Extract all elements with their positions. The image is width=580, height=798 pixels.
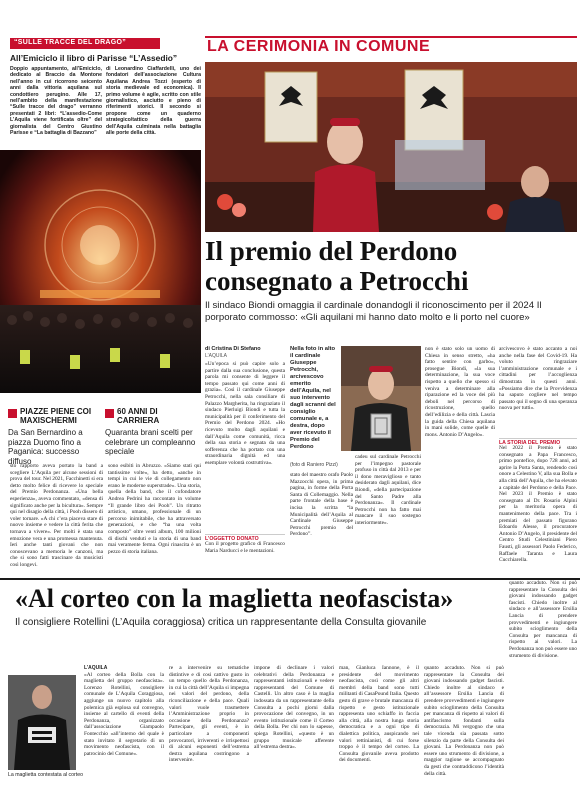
bottom-col6: quanto accaduto. Non si può rappresentare la Consulta dei giovani indossando gadget fascisti. Chiedo inoltre al sindaco e all’assessore Ersilia Lancia di prendere provvedimenti e ingiungere subito scioglimento della Consulta per mancanza di rispetto ai valori. La Perdonanza non può essere uno strumento di divisione. <box>509 580 577 659</box>
photo-credit: (foto di Raniero Pizzi) <box>290 462 338 468</box>
tshirt-photo <box>8 675 76 770</box>
bottom-col3: impone di declinare i valori celebrativi della Perdonanza e rappresentanti istituzionali e vedere rappresentanti del Comune di Castelli. Un altro caso è la maglia indossata da un rappresentante della Consulta a pochi giorni dalla provocazione del convegno, in un evento istituzionale come il Corteo della Bolla. Per chi non lo sapesse, spiega Rotellini, «questo è un gruppo musicale afferente all’estrema destra». <box>254 665 334 751</box>
box-body: Con il progetto grafico di Francesco Maria Narducci e le mentazioni. <box>205 541 285 554</box>
concert-photo <box>0 150 201 393</box>
photo-caption: Nella foto in alto il cardinale Giuseppe Petrocchi, arcivescovo emerito dell’Aquila, nel suo intervento dagli scranni del consiglio comunale e, a destra, dopo aver ricevuto il Premio del Perdono <box>290 346 336 450</box>
bottom-col1 <box>84 665 164 795</box>
brief-body-col2: di Leonardino Ciaffardelli, uno dei fondatori dell’associazione Cultura Aquilana Andrea Tozzi (esperto di storia medievale ed economica). Il primo volume è agile, scritto con stile giornalistico, asciutto e pieno di riferimenti storici. Il secondo si propone come un quaderno strategico/tattico della guerra dell’Aquila culminata nella battaglia alle porte della città. <box>106 66 201 137</box>
main-subheadline: Il sindaco Biondi omaggia il cardinale donandogli il riconoscimento per il 2024 Il porporato commosso: «Gli aquilani mi hanno dato molto e li porto nel cuore» <box>205 300 542 323</box>
story-divider <box>0 578 580 580</box>
brief-body-col1: Doppio appuntamento, all’Emiciclo, dedicato al Braccio da Montone nell’anno in cui ricorrono seicento anni dalla vittoria aquilana sul condottiero perugino. Alle 17, nell’ambito della manifestazione “Sulle tracce del drago” verranno presentati 2 libri: “L’assedio-Come L’Aquila viene fortificata oltre” del giornalista del Centro Giustino Parisse e “La battaglia di Bazzano” <box>10 66 102 137</box>
bottom-col2: re a intervenire su tematiche distintive e di cosi cattivo gusto in un tempo quello della Perdonanza, in cui la città dell’Aquila si impegna nei valori del perdono, della riconciliazione e della pace. Quali valori vuole trasmettere l’Amministrazione proprio in occasione della Perdonanza? Partecipare, gli eventi, è in particolare a componenti provocatori, irriverenti e irrispettosi di alcuni esponenti dell’estrema destra aquilana costringono a intervenire. <box>169 665 249 764</box>
bottom-col1-text: «Al corteo della Bolla con la maglietta del gruppo neofascista». Lorenzo Rotellini, consigliere comunale de L’Aquila Coraggiosa, aggiunge un nuovo capitolo alla polemica già esplosa sul convegno, insieme al cartello di eventi della Perdonanza, organizzato dall’associazione Giampaolo Fontecchio «all’interno del quale è stato invitato il segretario di un movimento neofascista, con il patrocinio del Comune». <box>84 671 164 757</box>
pin-title: 60 ANNI DI CARRIERA <box>117 407 160 425</box>
article-col3: cadeu sul cardinale Petrocchi per l’impegno pastorale profuso in città dal 2013 e per il dono meraviglioso e tanto desiderato dagli aquilani, dice Biondi, «della partecipazione del Santo Padre alla Perdonanza». Il cardinale Petrocchi non ha fatto mai mancare il suo sostegno interiormente». <box>355 454 421 526</box>
section-kicker: “SULLE TRACCE DEL DRAGO” <box>10 38 160 49</box>
bottom-headline: «Al corteo con la maglietta neofascista» <box>15 584 454 613</box>
ceremony-photo <box>205 62 577 232</box>
square-bullet-icon <box>105 409 114 418</box>
brief-headline: All’Emiciclo il libro di Parisse “L’Assedio” <box>10 53 178 63</box>
pin-squares <box>8 407 100 466</box>
bottom-col4: man, Gianluca Iannone, è il presidente del movimento neofascista, così come gli altri membri della band sono tutti militanti di CasaPound Italia. Questo gesto di grave e brutale mancanza di rispetto e gesto istituzionale rappresenta uno schiaffo in faccia alla città, alla nostra lunga storia democratica e a ogni tipo di dialettica politica, auspicando nei valori rettinianisti, di cui forse troppo è il tempo del corteo. La Consulta giovanile aveva prodotto dei documenti. <box>339 665 419 764</box>
award-photo <box>341 346 421 451</box>
square-bullet-icon <box>8 409 17 418</box>
photo-caption: La maglietta contestata al corteo <box>8 772 83 778</box>
pin-career <box>105 407 201 457</box>
article-col5: arcivescovo è stato accanto a noi anche nella fase del Covid-19. Ha voluto ringraziare l’amministrazione comunale e i cittadini per l’accoglienza dimostrata in questi anni. «Possiamo dire che la Provvidenza ha saputo cogliere nel tempo passato qui il segno di una speranza nuova per tutti». <box>499 346 577 412</box>
article-col2: stato del maestro orafo Paolo Mazzocchi opera, in prima pagina, in forme della Porta Santa di Collemaggio. Nella parte frontale della base è incisa la scritta “la Municipalità dell’Aquila al Cardinale Giuseppe Petrocchi premio del Perdono”. <box>290 472 353 538</box>
dateline: L’AQUILA <box>84 665 108 671</box>
article-col4: non è stato solo un uomo di Chiesa in senso stretto, «ha fatto sentire con garbo», prosegue Biondi, «la sua determinazione, la sua voce rispetto a quello che spesso si veniva a determinare alla riparazione ed la voce dei più deboli nel percorso di ricostruzione, quello dell’edilizia e della città. Lascia la guida della Chiesa aquilana in mani solide, come quelle di mons. Antonio D’Angelo». <box>425 346 495 438</box>
bottom-col5: quanto accaduto. Non si può rappresentare la Consulta dei giovani indossando gadget fascisti. Chiedo inoltre al sindaco e all’assessore Ersilia Lancia di prendere provvedimenti e ingiungere subito scioglimento della Consulta per mancanza di rispetto ai valori di antifascismo fondanti sulla democrazia. Mi vergogno che una tale vicenda sia passata sotto silenzio da parte della Consulta dei giovani. La Perdonanza non può essere uno strumento di divisione, a maggior ragione se accompagnato da gesti che contraddicono l’identità della città. <box>424 665 504 777</box>
pin-subtitle: Da San Bernardino a piazza Duomo fino a Paganica: successo diffuso <box>8 428 83 466</box>
box-heading: L’OGGETTO DONATO <box>205 534 285 542</box>
concert-story-col1: sto rapporto aveva portato la band a scegliere L’Aquila per alcune sessioni di prova del tour. Nel 2021, Facchinetti si era detto molto felice di ricevere lo speciale del Premio Perdonanza. «Una bella esperienza», aveva commentato, «densa di significato anche per la bicultura». Sempre qui nel disagio della città, i Pooh dissero di voler tornare. «A chi c’era piaceva stare di nuovo insieme e vedere la città ferita che tornava a vivere». Per molti è stata una emozione vera e una promessa mantenuta. Ieri anche tanti giovani che non conoscevano a memoria le canzoni, ma che si sono fatti trascinare da musicisti così longevi. <box>10 463 103 568</box>
bottom-subheadline: Il consigliere Rotellini (L’Aquila coraggiosa) critica un rappresentante della Consulta giovanile <box>15 617 427 628</box>
article-col1: «Un’epoca si può capire solo a partire dalla sua conclusione, questa parola mi consente di leggere il tempo passato qui come anni di grazia». Così il cardinale Giuseppe Petrocchi, nella sala consiliare di Palazzo Margherita, ha ringraziato il sindaco Pierluigi Biondi e tutta la municipalità per il conferimento del Premio del Perdono 2024. «Ho ricevuto molto dagli aquilani e dall’Aquila come comunità, ricca della sua storia e segnata da una sofferenza che ha portato con una straordinaria dignità ed una esemplare volontà costruttiva». <box>205 361 285 466</box>
box-heading: LA STORIA DEL PREMIO <box>499 438 577 446</box>
pin-subtitle: Quaranta brani scelti per celebrare un compleanno speciale <box>105 428 196 456</box>
main-headline: Il premio del Perdono consegnato a Petrocchi <box>205 236 469 296</box>
pin-title: PIAZZE PIENE COI MAXISCHERMI <box>20 407 92 425</box>
section-title: LA CERIMONIA IN COMUNE <box>207 38 431 55</box>
dateline: L’AQUILA <box>205 353 227 359</box>
byline: di Cristina Di Stefano <box>205 346 261 352</box>
concert-story-col2: sono esibiti in Abruzzo. «Siamo stati qui tantissime volte», ha detto, «anche in tempi in cui le vie di collegamento non erano le moderne superstrade». Una storia, quella della band, che il cofondatore Andrea Pedrini ha raccontato in volume “Il grande libro dei Pooh”. Un ritratto artistico, umano, professionale di un percorso inimitabile, che ha attraversato generazioni, e che “ha una volta composto” oltre venti album, 100 milioni di dischi venduti e la storia di una band mai veramente ferma. Ogni rinascita è un pezzo di storia italiana. <box>108 463 201 555</box>
history-box-body: Nel 2022 il Premio è stato consegnato a Papa Francesco, primo pontefice, dopo 728 anni, ad aprire la Porta Santa, rendendo così onore a Celestino V, alla sua Bolla e alla città dell’Aquila, che ha elevato a capitale del Perdono e della Pace. Nel 2023 il Premio è stato consegnato al Dr. Rosario Alpini per la meritoria opera di mantenimento della pace. Tra i premiati del passato figurano Edoardo Alesse, il procuratore Antonio D’Angelo, il presidente del Centro Studi Celestiniani Piero Fausti, gli assessori Paolo Federico, Raffaele Taranta e Laura Cucchiarella. <box>499 445 577 564</box>
